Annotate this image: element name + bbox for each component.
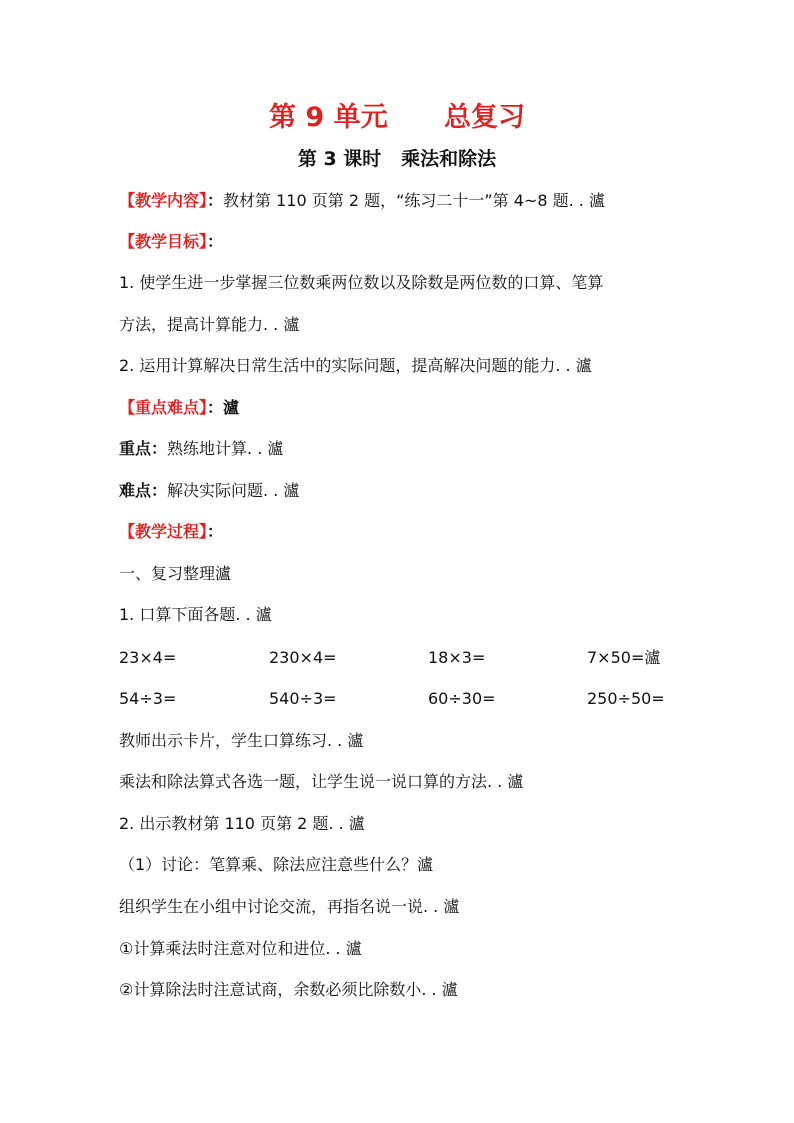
- calc-row1-item-1: 23×4=: [119, 648, 177, 667]
- paragraph-methods: 乘法和除法算式各选一题，让学生说一说口算的方法. . 瀘: [119, 772, 524, 791]
- step-2: 2. 出示教材第 110 页第 2 题. . 瀘: [119, 814, 365, 833]
- section-1-heading: 一、复习整理瀘: [119, 564, 232, 583]
- teaching-goals-sep: ：: [207, 232, 224, 251]
- lesson-subtitle: 第 3 课时 乘法和除法: [297, 148, 497, 170]
- process-heading: [119, 520, 223, 544]
- difficulty-line: [119, 479, 299, 503]
- calc-row2-item-3: 60÷30=: [428, 689, 496, 708]
- focus-label: 重点：: [119, 439, 168, 458]
- teaching-goals-label: 【教学目标】: [119, 232, 208, 251]
- keypoints-heading: [119, 396, 239, 420]
- unit-title: 第 9 单元 总复习: [269, 102, 525, 133]
- difficulty-label: 难点：: [119, 481, 168, 500]
- goal-item-1-line-1: 1. 使学生进一步掌握三位数乘两位数以及除数是两位数的口算、笔算: [119, 273, 604, 292]
- calc-row2-item-4: 250÷50=: [587, 689, 665, 708]
- calc-row1-item-4: 7×50=瀘: [587, 648, 661, 667]
- teaching-content-sep: ：: [207, 191, 224, 210]
- teaching-goals-heading: [119, 230, 223, 254]
- process-label: 【教学过程】: [119, 522, 208, 541]
- focus-text: 熟练地计算. . 瀘: [167, 439, 284, 458]
- difficulty-text: 解决实际问题. . 瀘: [167, 481, 300, 500]
- keypoints-sep: ：瀘: [207, 398, 240, 417]
- step-1: 1. 口算下面各题. . 瀘: [119, 605, 272, 624]
- paragraph-discussion: 组织学生在小组中讨论交流，再指名说一说. . 瀘: [119, 897, 460, 916]
- process-sep: ：: [207, 522, 224, 541]
- calc-row1-item-2: 230×4=: [269, 648, 337, 667]
- teaching-content-label: 【教学内容】: [119, 191, 208, 210]
- calc-row2-item-2: 540÷3=: [269, 689, 337, 708]
- focus-line: [119, 437, 283, 461]
- teaching-content-line: [119, 189, 605, 213]
- question-1: （1）讨论：笔算乘、除法应注意些什么？瀘: [119, 855, 434, 874]
- teaching-content-text: 教材第 110 页第 2 题，“练习二十一”第 4~8 题. . 瀘: [223, 191, 605, 210]
- keypoints-label: 【重点难点】: [119, 398, 208, 417]
- calc-row2-item-1: 54÷3=: [119, 689, 177, 708]
- goal-item-2: 2. 运用计算解决日常生活中的实际问题，提高解决问题的能力. . 瀘: [119, 356, 592, 375]
- calc-row1-item-3: 18×3=: [428, 648, 486, 667]
- note-multiplication: ①计算乘法时注意对位和进位. . 瀘: [119, 939, 362, 958]
- goal-item-1-line-2: 方法，提高计算能力. . 瀘: [119, 315, 300, 334]
- paragraph-cards: 教师出示卡片，学生口算练习. . 瀘: [119, 731, 364, 750]
- note-division: ②计算除法时注意试商，余数必须比除数小. . 瀘: [119, 980, 458, 999]
